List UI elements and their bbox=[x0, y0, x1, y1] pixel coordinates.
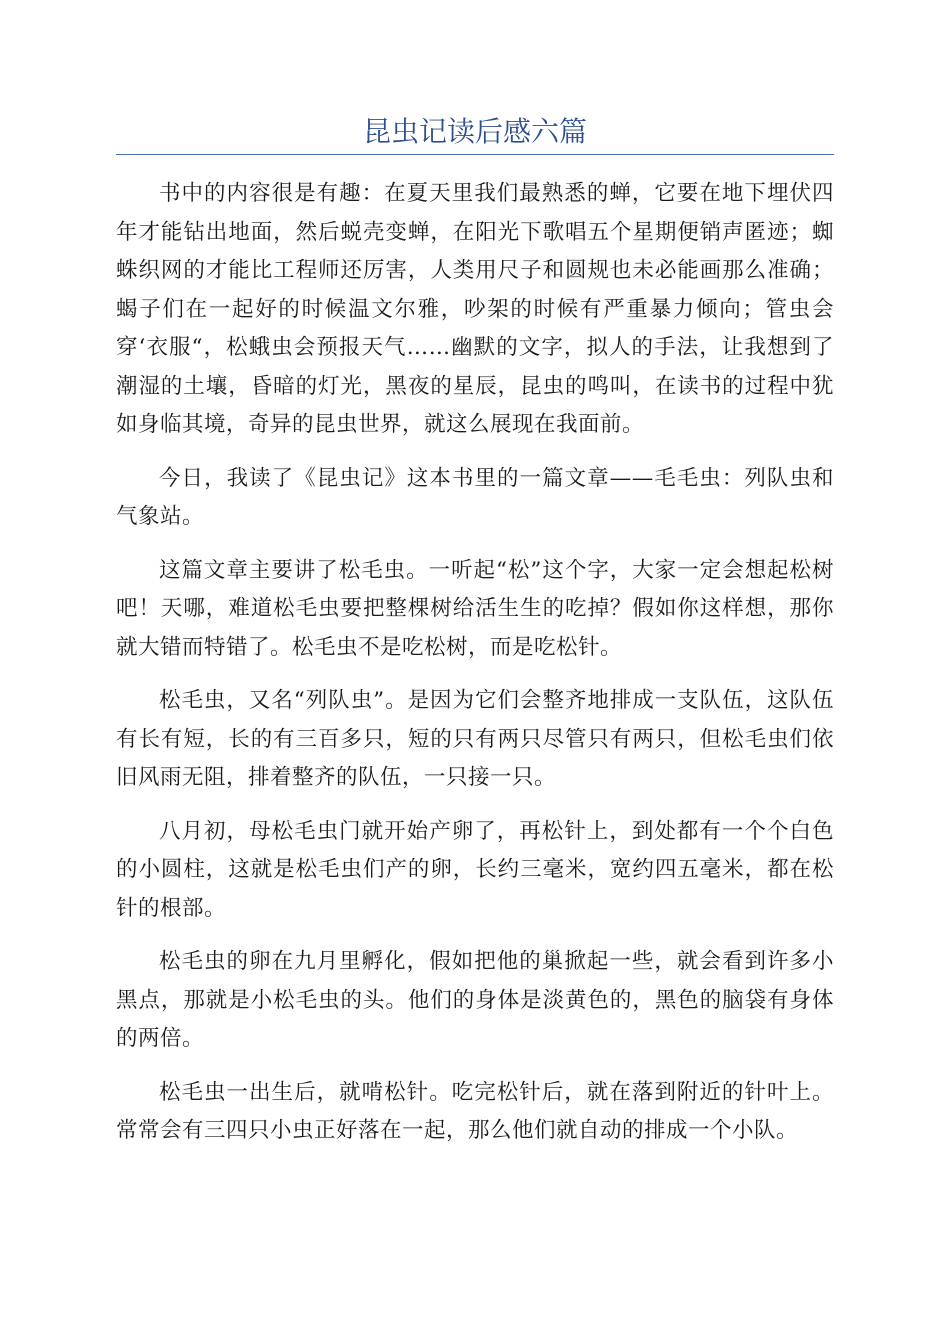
title-underline bbox=[116, 154, 834, 155]
paragraph: 这篇文章主要讲了松毛虫。一听起“松”这个字，大家一定会想起松树吧！天哪，难道松毛虫要把整棵树给活生生的吃掉？假如你这样想，那你就大错而特错了。松毛虫不是吃松树，而是吃松针。 bbox=[116, 557, 834, 660]
paragraph: 松毛虫的卵在九月里孵化，假如把他的巢掀起一些，就会看到许多小黑点，那就是小松毛虫的头。他们的身体是淡黄色的，黑色的脑袋有身体的两倍。 bbox=[116, 949, 834, 1051]
document-title: 昆虫记读后感六篇 bbox=[362, 115, 587, 148]
paragraph: 书中的内容很是有趣：在夏天里我们最熟悉的蝉，它要在地下埋伏四年才能钻出地面，然后蜕壳变蝉，在阳光下歌唱五个星期便销声匿迹；蜘蛛织网的才能比工程师还厉害，人类用尺子和圆规也未必能画那么准确；蝎子们在一起好的时候温文尔雅，吵架的时候有严重暴力倾向；管虫会穿‘衣服“，松蛾虫会预报天气……幽默的文字，拟人的手法，让我想到了潮湿的土壤，昏暗的灯光，黑夜的星辰，昆虫的鸣叫，在读书的过程中犹如身临其境，奇异的昆虫世界，就这么展现在我面前。 bbox=[116, 181, 834, 437]
paragraph: 松毛虫，又名“列队虫”。是因为它们会整齐地排成一支队伍，这队伍有长有短，长的有三百多只，短的只有两只尽管只有两只，但松毛虫们依旧风雨无阻，排着整齐的队伍，一只接一只。 bbox=[116, 688, 834, 790]
paragraph: 今日，我读了《昆虫记》这本书里的一篇文章——毛毛虫：列队虫和气象站。 bbox=[116, 465, 834, 529]
paragraph: 松毛虫一出生后，就啃松针。吃完松针后，就在落到附近的针叶上。常常会有三四只小虫正好落在一起，那么他们就自动的排成一个小队。 bbox=[116, 1079, 834, 1143]
paragraph: 八月初，母松毛虫门就开始产卵了，再松针上，到处都有一个个白色的小圆柱，这就是松毛虫们产的卵，长约三毫米，宽约四五毫米，都在松针的根部。 bbox=[116, 818, 834, 921]
document-body bbox=[116, 175, 834, 1166]
